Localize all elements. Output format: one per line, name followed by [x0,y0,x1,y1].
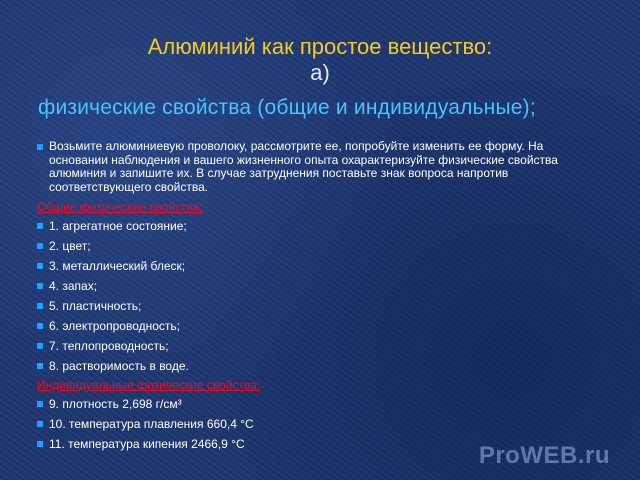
bullet-icon [37,401,43,407]
bullet-icon [37,363,43,369]
list-item-text: 7. теплопроводность; [49,339,169,353]
bullet-icon [37,343,43,349]
bullet-icon [37,283,43,289]
list-item-text: 4. запах; [49,279,98,293]
bullet-icon [37,421,43,427]
title-sub: а) [310,60,330,85]
list-item [37,394,602,414]
list-item [37,316,602,336]
slide-content [37,140,602,454]
list-item [37,216,602,236]
general-properties-header: Общие физические свойства: [37,200,203,214]
watermark-logo: ProWEB.ru [478,442,610,469]
intro-text: Возьмите алюминиевую проволоку, рассмотрите ее, попробуйте изменить ее форму. На основании наблюдения и вашего жизненного опыта охарактеризуйте физические свойства алюминия и запишите их. В случае затруднения поставьте знак вопроса напротив соответствующего свойства. [49,139,558,194]
bullet-icon [37,243,43,249]
bullet-icon [37,323,43,329]
list-item [37,414,602,434]
list-item-text: 1. агрегатное состояние; [49,219,187,233]
slide-subtitle: физические свойства (общие и индивидуальные); [38,96,536,119]
list-item-text: 8. растворимость в воде. [49,359,189,373]
list-item [37,276,602,296]
slide-title [0,34,640,86]
list-item-text: 5. пластичность; [49,299,142,313]
list-item-text: 10. температура плавления 660,4 °C [49,417,254,431]
list-item [37,356,602,376]
list-item-text: 3. металлический блеск; [49,259,186,273]
bullet-icon [37,223,43,229]
list-item-text: 6. электропроводность; [49,319,180,333]
intro-paragraph [37,140,602,194]
list-item-text: 11. температура кипения 2466,9 °C [49,437,245,451]
individual-properties-header: Индивидуальные физические свойства: [37,378,261,392]
list-item [37,336,602,356]
list-item [37,296,602,316]
list-item-text: 2. цвет; [49,239,91,253]
bullet-icon [37,263,43,269]
bullet-icon [37,303,43,309]
bullet-icon [37,144,43,150]
list-item [37,236,602,256]
list-item-text: 9. плотность 2,698 г/см³ [49,397,182,411]
list-item [37,256,602,276]
bullet-icon [37,441,43,447]
title-main: Алюминий как простое вещество: [147,34,493,59]
